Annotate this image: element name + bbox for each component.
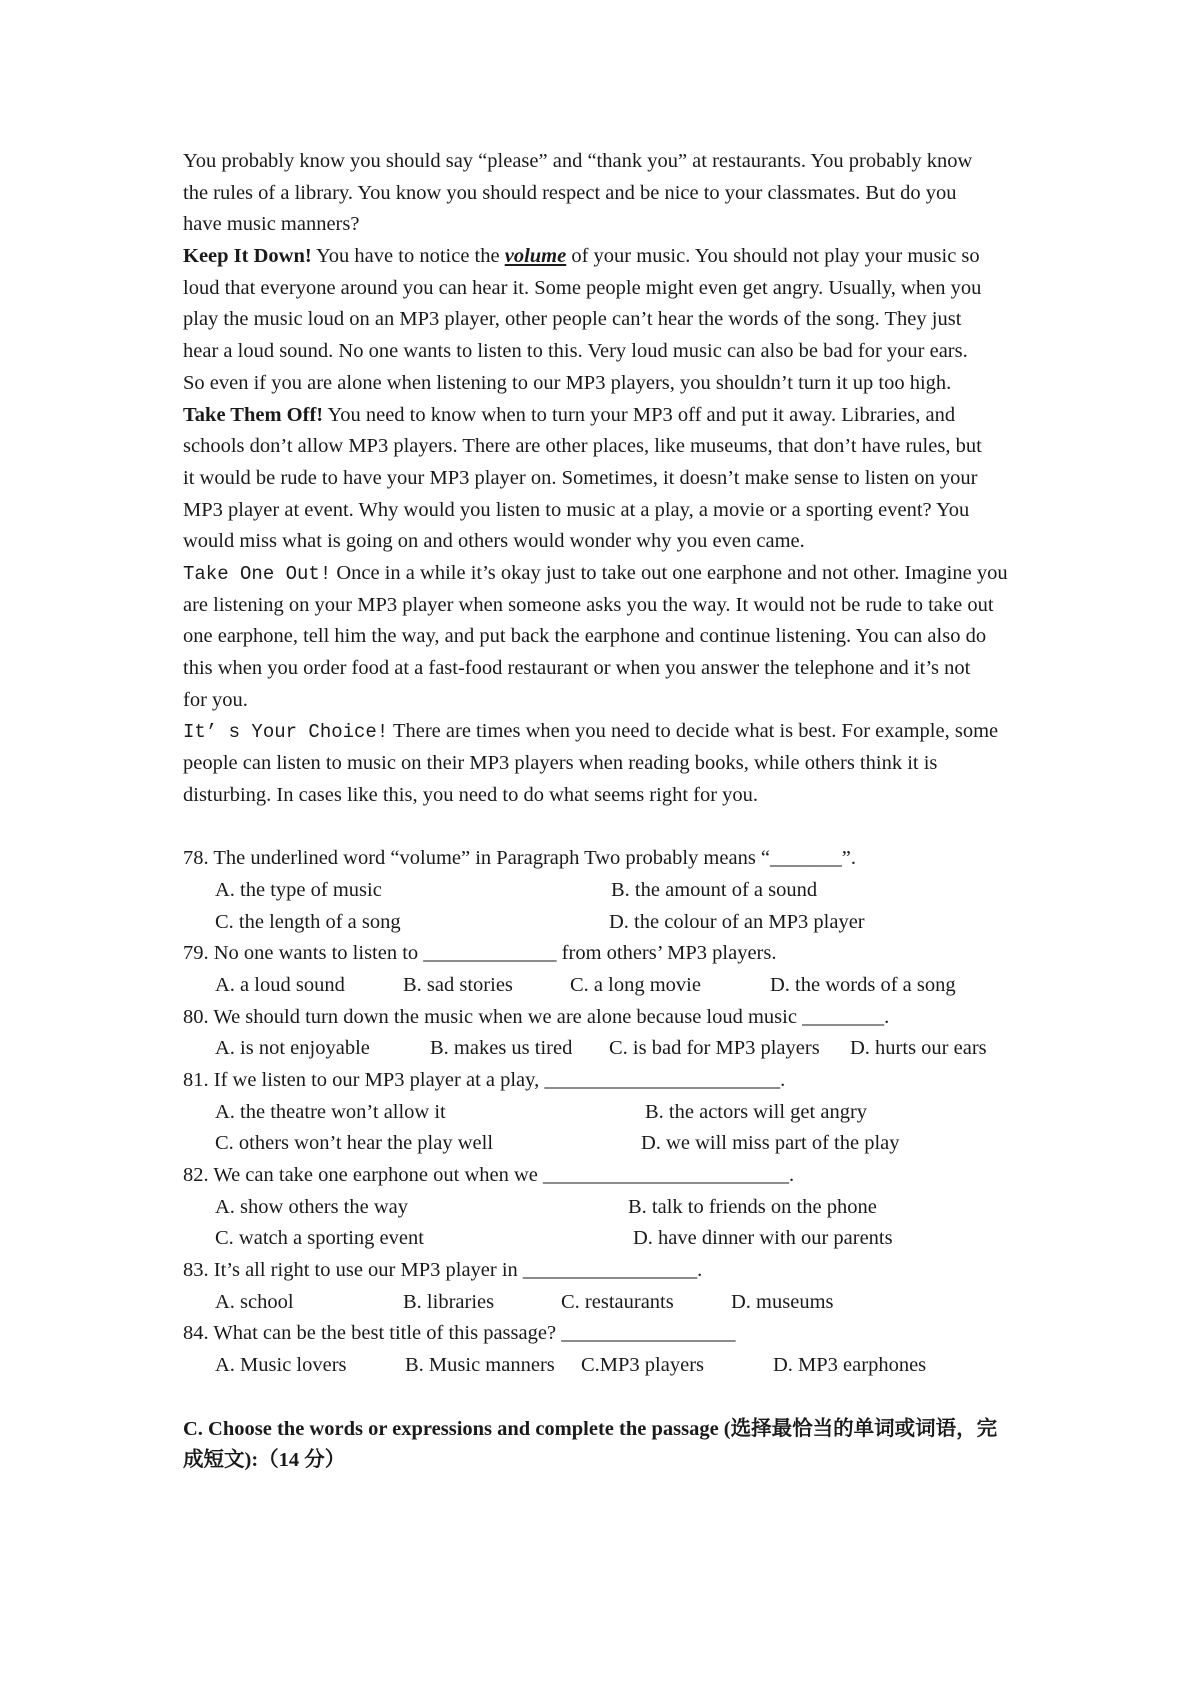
questions-list bbox=[183, 843, 1033, 1382]
text-span: You need to know when to turn your MP3 off and put it away. Libraries, and bbox=[323, 403, 956, 426]
text-line: MP3 player at event. Why would you listen to music at a play, a movie or a sporting event? You bbox=[183, 498, 970, 521]
text-line: are listening on your MP3 player when someone asks you the way. It would not be rude to take out bbox=[183, 593, 994, 616]
answer-option: D. MP3 earphones bbox=[773, 1354, 927, 1377]
paragraph-take-them-off bbox=[183, 400, 1033, 558]
answer-option: D. the colour of an MP3 player bbox=[609, 910, 865, 933]
underlined-word: volume bbox=[504, 245, 567, 268]
option-row bbox=[183, 1128, 1033, 1160]
text-line: hear a loud sound. No one wants to listen to this. Very loud music can also be bad for your ears. bbox=[183, 340, 968, 363]
text-line: So even if you are alone when listening to our MP3 players, you shouldn’t turn it up too high. bbox=[183, 371, 952, 394]
answer-option: D. have dinner with our parents bbox=[633, 1227, 893, 1250]
text-line: it would be rude to have your MP3 player on. Sometimes, it doesn’t make sense to listen on your bbox=[183, 466, 978, 489]
answer-option: A. is not enjoyable bbox=[215, 1037, 370, 1060]
answer-option: A. a loud sound bbox=[215, 973, 345, 996]
question-stem: 81. If we listen to our MP3 player at a play, _______________________. bbox=[183, 1068, 786, 1091]
option-row bbox=[183, 1097, 1033, 1129]
text-span: of your music. You should not play your music so bbox=[566, 245, 980, 268]
paragraph-intro bbox=[183, 146, 1033, 241]
option-row bbox=[183, 1287, 1033, 1319]
answer-option: C. restaurants bbox=[561, 1290, 674, 1313]
text-line bbox=[183, 400, 1033, 432]
answer-option: A. Music lovers bbox=[215, 1354, 347, 1377]
option-row bbox=[183, 907, 1033, 939]
section-heading-line: C. Choose the words or expressions and complete the passage (选择最恰当的单词或词语，完 bbox=[183, 1417, 998, 1440]
answer-option: C. watch a sporting event bbox=[215, 1227, 424, 1250]
text-line: for you. bbox=[183, 688, 248, 711]
text-line: the rules of a library. You know you should respect and be nice to your classmates. But do you bbox=[183, 181, 957, 204]
spacer bbox=[183, 1382, 1033, 1414]
answer-option: C. others won’t hear the play well bbox=[215, 1132, 494, 1155]
answer-option: C.MP3 players bbox=[581, 1354, 704, 1377]
question-stem: 83. It’s all right to use our MP3 player in _________________. bbox=[183, 1259, 703, 1282]
text-line: have music manners? bbox=[183, 213, 360, 236]
text-line bbox=[183, 558, 1033, 590]
answer-option: D. hurts our ears bbox=[850, 1037, 987, 1060]
text-line bbox=[183, 716, 1033, 748]
text-span: There are times when you need to decide what is best. For example, some bbox=[388, 720, 999, 743]
option-row bbox=[183, 1223, 1033, 1255]
option-row bbox=[183, 875, 1033, 907]
paragraph-your-choice bbox=[183, 716, 1033, 811]
option-row bbox=[183, 1033, 1033, 1065]
paragraph-keep-it-down bbox=[183, 241, 1033, 399]
question-stem: 84. What can be the best title of this passage? _________________ bbox=[183, 1322, 736, 1345]
spacer bbox=[183, 811, 1033, 843]
question-stem: 82. We can take one earphone out when we ________________________. bbox=[183, 1164, 795, 1186]
question-stem: 80. We should turn down the music when we are alone because loud music ________. bbox=[183, 1005, 890, 1028]
section-heading-line: 成短文):（14 分） bbox=[183, 1449, 346, 1472]
text-line: disturbing. In cases like this, you need to do what seems right for you. bbox=[183, 783, 759, 806]
option-row bbox=[183, 1350, 1033, 1382]
answer-option: A. show others the way bbox=[215, 1195, 409, 1218]
answer-option: B. talk to friends on the phone bbox=[628, 1195, 877, 1218]
answer-option: D. the words of a song bbox=[770, 973, 956, 996]
paragraph-heading: Take Them Off! bbox=[183, 403, 324, 426]
answer-option: A. the type of music bbox=[215, 878, 382, 901]
text-line: would miss what is going on and others would wonder why you even came. bbox=[183, 530, 805, 553]
text-span: Once in a while it’s okay just to take out one earphone and not other. Imagine you bbox=[331, 561, 1008, 584]
paragraph-heading: It’ s Your Choice! bbox=[183, 721, 389, 744]
text-line bbox=[183, 241, 1033, 273]
section-c-heading bbox=[183, 1414, 1033, 1477]
option-row bbox=[183, 970, 1033, 1002]
option-row bbox=[183, 1192, 1033, 1224]
answer-option: B. the amount of a sound bbox=[611, 878, 818, 901]
answer-option: D. we will miss part of the play bbox=[641, 1132, 900, 1155]
text-line: loud that everyone around you can hear it. Some people might even get angry. Usually, when you bbox=[183, 276, 982, 299]
text-line: You probably know you should say “please” and “thank you” at restaurants. You probably know bbox=[183, 150, 973, 172]
document-page bbox=[183, 146, 1033, 1477]
answer-option: B. makes us tired bbox=[430, 1037, 573, 1060]
answer-option: A. school bbox=[215, 1290, 294, 1313]
text-line: one earphone, tell him the way, and put back the earphone and continue listening. You can also do bbox=[183, 625, 987, 648]
text-line: play the music loud on an MP3 player, other people can’t hear the words of the song. They just bbox=[183, 308, 962, 331]
answer-option: B. libraries bbox=[403, 1290, 495, 1313]
paragraph-heading: Take One Out! bbox=[183, 562, 332, 585]
question-stem: 78. The underlined word “volume” in Paragraph Two probably means “_______”. bbox=[183, 847, 856, 870]
text-line: people can listen to music on their MP3 players when reading books, while others think it is bbox=[183, 752, 938, 775]
answer-option: C. is bad for MP3 players bbox=[609, 1037, 820, 1060]
paragraph-heading: Keep It Down! bbox=[183, 245, 312, 268]
text-span: You have to notice the bbox=[311, 245, 505, 268]
answer-option: B. the actors will get angry bbox=[645, 1100, 868, 1123]
text-line: schools don’t allow MP3 players. There are other places, like museums, that don’t have rules, but bbox=[183, 435, 982, 458]
answer-option: D. museums bbox=[731, 1290, 834, 1313]
paragraph-take-one-out bbox=[183, 558, 1033, 716]
answer-option: B. Music manners bbox=[405, 1354, 555, 1377]
question-stem: 79. No one wants to listen to _____________ from others’ MP3 players. bbox=[183, 942, 777, 965]
answer-option: C. a long movie bbox=[570, 973, 701, 996]
answer-option: C. the length of a song bbox=[215, 910, 401, 933]
answer-option: B. sad stories bbox=[403, 973, 513, 996]
answer-option: A. the theatre won’t allow it bbox=[215, 1100, 446, 1123]
text-line: this when you order food at a fast-food restaurant or when you answer the telephone and it’s not bbox=[183, 657, 971, 679]
